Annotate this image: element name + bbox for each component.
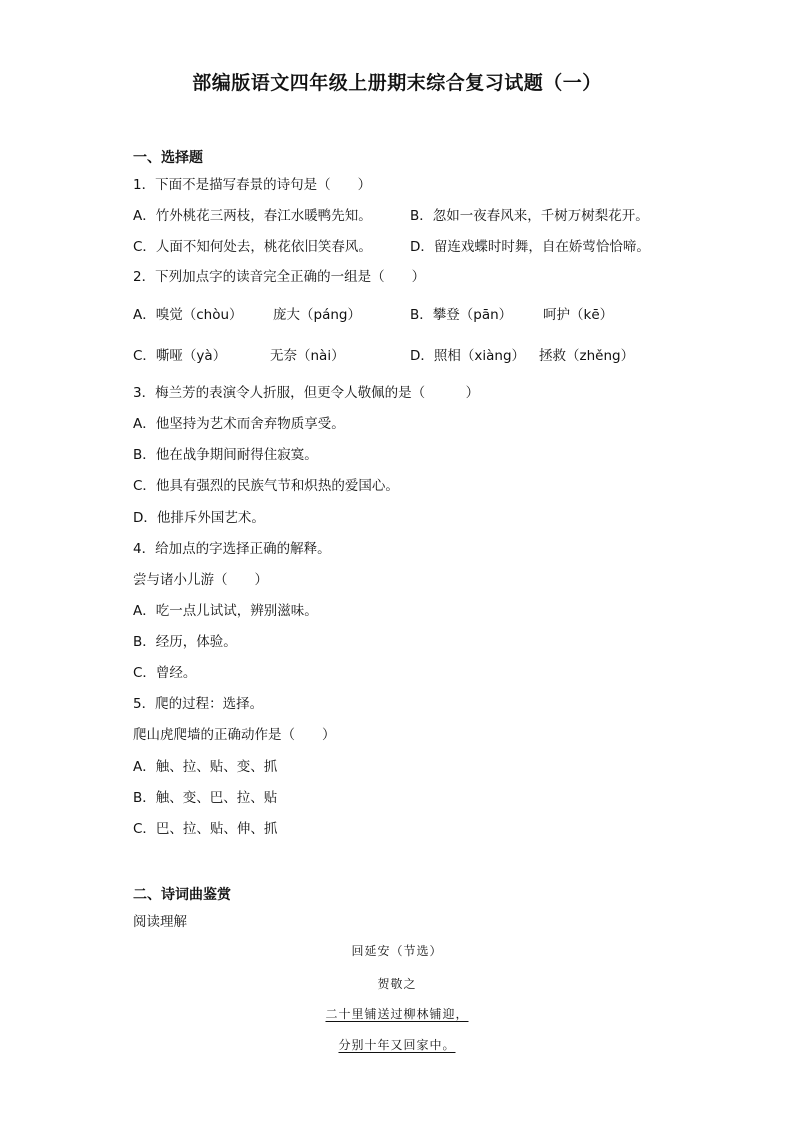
page-title: 部编版语文四年级上册期末综合复习试题（一） [192,72,602,94]
question-5-stem: 5．爬的过程：选择。 [133,696,264,712]
q5-sub-stem: 爬山虎爬墙的正确动作是（ ） [133,727,336,743]
question-2-stem: 2．下列加点字的读音完全正确的一组是（ ） [133,269,426,285]
q2-option-a-1: A．嗅觉（chòu） [133,307,243,323]
q2-option-a-2: 庞大（páng） [273,307,361,323]
q3-option-d: D．他排斥外国艺术。 [133,510,265,526]
q5-option-b: B．触、变、巴、拉、贴 [133,790,278,806]
q3-option-a: A．他坚持为艺术而舍弃物质享受。 [133,416,345,432]
section-heading-poetry: 二、诗词曲鉴赏 [133,887,231,903]
q1-option-b: B．忽如一夜春风来，千树万树梨花开。 [410,208,649,224]
q3-option-c: C．他具有强烈的民族气节和炽热的爱国心。 [133,478,399,494]
q1-option-d: D．留连戏蝶时时舞，自在娇莺恰恰啼。 [410,239,650,255]
question-3-stem: 3．梅兰芳的表演令人折服，但更令人敬佩的是（ ） [133,385,480,401]
q3-option-b: B．他在战争期间耐得住寂寞。 [133,447,318,463]
poem-line-1: 二十里铺送过柳林铺迎， [325,1007,469,1021]
q4-option-c: C．曾经。 [133,665,197,681]
q2-option-b-2: 呵护（kē） [543,307,614,323]
question-4-stem: 4．给加点的字选择正确的解释。 [133,541,331,557]
q5-option-a: A．触、拉、贴、变、抓 [133,759,278,775]
q4-sub-stem: 尝与诸小儿游（ ） [133,572,268,588]
q2-option-c-2: 无奈（nài） [270,348,345,364]
q1-option-c: C．人面不知何处去，桃花依旧笑春风。 [133,239,372,255]
q4-option-b: B．经历，体验。 [133,634,237,650]
section-heading-choice: 一、选择题 [133,150,203,166]
reading-intro: 阅读理解 [133,914,187,930]
q1-option-a: A．竹外桃花三两枝，春江水暖鸭先知。 [133,208,372,224]
q4-option-a: A．吃一点儿试试，辨别滋味。 [133,603,318,619]
q2-option-d-1: D．照相（xiàng） [410,348,526,364]
poem-line-2: 分别十年又回家中。 [338,1038,456,1052]
poem-author: 贺敬之 [377,977,417,991]
q2-option-d-2: 拯救（zhěng） [539,348,635,364]
q2-option-c-1: C．嘶哑（yà） [133,348,227,364]
poem-title: 回延安（节选） [351,944,443,958]
q5-option-c: C．巴、拉、贴、伸、抓 [133,821,278,837]
question-1-stem: 1．下面不是描写春景的诗句是（ ） [133,177,372,193]
q2-option-b-1: B．攀登（pān） [410,307,513,323]
